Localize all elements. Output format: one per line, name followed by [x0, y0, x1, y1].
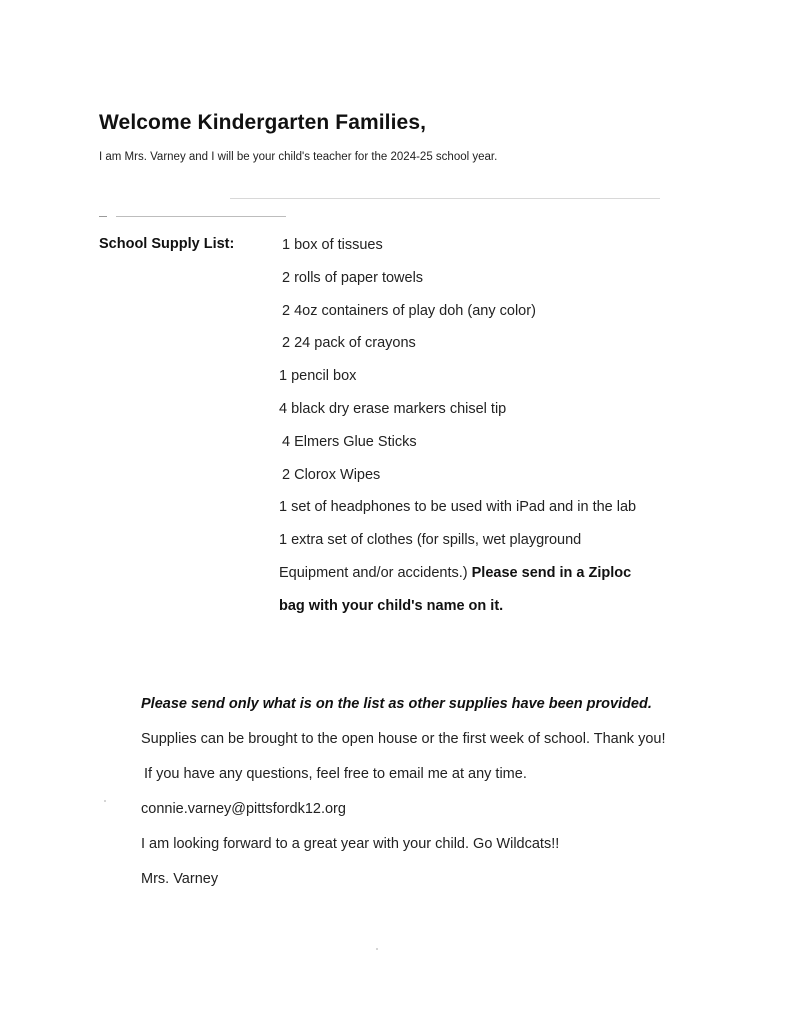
only-list-note: Please send only what is on the list as other supplies have been provided.: [141, 696, 652, 712]
supply-item: 2 4oz containers of play doh (any color): [282, 302, 536, 319]
supply-item: 1 extra set of clothes (for spills, wet playground: [279, 532, 582, 549]
supply-item: 1 pencil box: [279, 368, 357, 385]
supply-item-continuation: [279, 564, 636, 597]
supply-list-label: School Supply List:: [99, 236, 235, 252]
supply-item: 1 set of headphones to be used with iPad and in the lab: [279, 499, 637, 516]
intro-sentence: I am Mrs. Varney and I will be your child's teacher for the 2024-25 school year.: [99, 151, 498, 163]
ziploc-instruction: Please send in a Ziploc: [471, 564, 632, 581]
signature: Mrs. Varney: [141, 871, 219, 887]
letter-title: Welcome Kindergarten Families,: [99, 111, 427, 134]
scan-speck: [376, 948, 378, 950]
supply-item: 4 black dry erase markers chisel tip: [279, 400, 507, 417]
questions-text: If you have any questions, feel free to email me at any time.: [144, 766, 527, 782]
supply-item: 2 rolls of paper towels: [282, 269, 424, 286]
scan-speck: [104, 800, 106, 802]
ziploc-instruction-line-2: bag with your child's name on it.: [279, 597, 504, 614]
supplies-delivery-text: Supplies can be brought to the open house or the first week of school. Thank you!: [141, 731, 666, 747]
teacher-email: connie.varney@pittsfordk12.org: [141, 801, 346, 817]
scan-artifact-line: [230, 198, 660, 199]
closing-sentence: I am looking forward to a great year with your child. Go Wildcats!!: [141, 836, 560, 852]
supply-item: 2 24 pack of crayons: [282, 335, 416, 352]
supply-item: 4 Elmers Glue Sticks: [282, 433, 417, 450]
supply-list: [279, 236, 636, 630]
supply-item: 2 Clorox Wipes: [282, 466, 381, 483]
supply-continuation-text: Equipment and/or accidents.): [279, 564, 468, 581]
scan-artifact-dash: [99, 216, 107, 217]
scan-artifact-dash: [116, 216, 286, 217]
supply-item: 1 box of tissues: [282, 237, 383, 253]
closing-section: [141, 694, 701, 903]
